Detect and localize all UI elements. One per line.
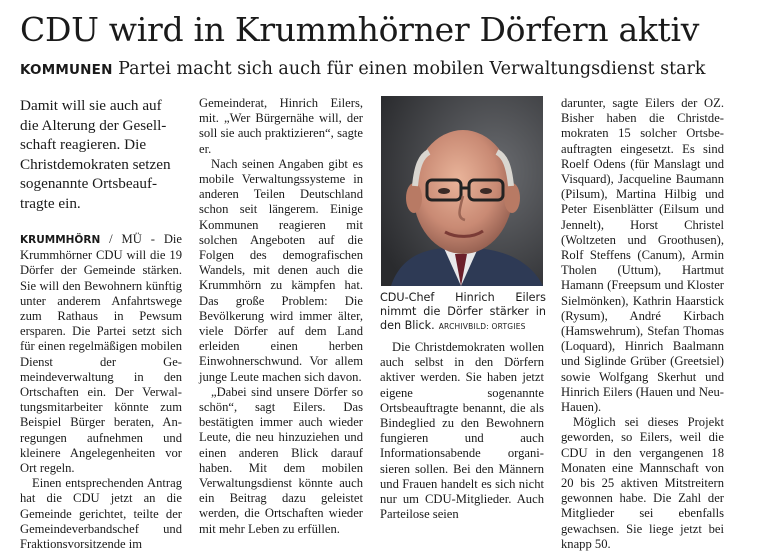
portrait-photo (381, 96, 543, 286)
body-paragraph: Nach seinen Angaben gibt es mobile Verwaltungssysteme in anderen Teilen Deutschland schon seit längerem. Einige Kommunen reagieren mit solchen Angeboten auf die Folgen des demografischen Wandels, mit denen auch die Krummhörn zu kämpfen hat. Das große Problem: Die Bevölkerung wird immer älter, viele Dörfer auf dem Land erleiden einen herben Einwohnerschwund. Vor allem junge Leute machen sich davon. (199, 156, 363, 384)
photo-credit: ARCHIVBILD: ORTGIES (438, 322, 526, 331)
body-paragraph: Möglich sei dieses Projekt geworden, so Eilers, weil die CDU in den vergangenen 18 Monaten eine Mannschaft von 20 bis 25 aktiven Mitstreitern gewonnen habe. Die Zahl der Mitglieder sei ebenfalls gewachsen. Sie liege jetzt bei knapp 50. (561, 415, 724, 551)
column-3 (380, 340, 544, 522)
body-paragraph: darunter, sagte Eilers der OZ. Bisher haben die Christdemokraten 15 solcher Ortsbeauftragten eingesetzt. Es sind Roelf Odens (für Manslagt und Visquard), Jacqueline Baumann (Pilsum), Martina Hilbig und Peter Eisenblätter (Eilsum und Jennelt), Horst Christel (Woltzeten und Groothusen), Rolf Steffens (Canum), Armin Tholen (Uttum), Hartmut Hamann (Freepsum und Kloster Sielmönken), Kathrin Haarstick (Rysum), André Kirbach (Hamswehrum), Stefan Thomas (Loquard), Hinrich Baalmann und Siglinde Grüber (Greetsiel) sowie Wolfgang Skerhut und Hinrich Eilers (Hauen und Neu-Hauen). (561, 96, 724, 415)
column-2 (199, 96, 363, 537)
body-paragraph: Einen entsprechenden Antrag hat die CDU jetzt an die Gemeinde gerichtet, teilte der Gemeindeverbandschef und Fraktionsvorsitzende im (20, 476, 182, 552)
body-paragraph: Die Christdemokraten wollen auch selbst in den Dörfern aktiver werden. Sie haben jetzt eigene sogenannte Ortsbeauftragte benannt, die als Bindeglied zu den Bewohnern fungieren und auch Informationsabende organisieren sollen. Bei den Männern und Frauen handelt es sich nicht nur um CDU-Mitglieder. Auch Parteilose seien (380, 340, 544, 522)
caption-text: CDU-Chef Hinrich Eilers nimmt die Dörfer stärker in den Blick. (380, 291, 546, 332)
column-4 (561, 96, 724, 552)
photo-caption (380, 291, 546, 334)
column-1 (20, 96, 182, 552)
kicker: KOMMUNEN (20, 62, 113, 78)
body-paragraph (20, 232, 182, 476)
headline: CDU wird in Krummhörner Dörfern aktiv (20, 10, 700, 49)
body-paragraph: „Dabei sind unsere Dörfer so schön“, sagt Eilers. Das bestätigten immer auch wieder Leute, die neu hinzuziehen und einen anderen Blick darauf haben. Mit dem mobilen Verwaltungsdienst könnte auch ein Beitrag dazu geleistet werden, die Ortschaften wieder mit mehr Leben zu erfüllen. (199, 384, 363, 536)
body-text: / MÜ - Die Krummhörner CDU will die 19 Dörfer der Gemeinde stärken. Sie will den Bewohnern künftig unter anderem Anfahrtswege zum Rathaus in Pewsum ersparen. Die Partei setzt sich für einen regelmäßigen mobilen Dienst der Gemeindeverwaltung in den Ortschaften ein. Der Verwaltungsmitarbeiter könnte zum Beispiel Bürger beraten, Anregungen aufnehmen und kleinere Angelegenheiten vor Ort regeln. (20, 232, 182, 476)
body-paragraph: Gemeinderat, Hinrich Eilers, mit. „Wer Bürgernähe will, der soll sie auch praktizieren“, sagte er. (199, 96, 363, 156)
lead-paragraph: Damit will sie auch auf die Alterung der Gesellschaft reagieren. Die Christdemokraten setzen sogenannte Ortsbeauftragte ein. (20, 97, 171, 212)
subheadline-line (20, 57, 760, 82)
subheadline: Partei macht sich auch für einen mobilen Verwaltungsdienst stark (118, 59, 706, 79)
portrait-illustration (381, 96, 543, 286)
dateline: KRUMMHÖRN (20, 234, 101, 246)
